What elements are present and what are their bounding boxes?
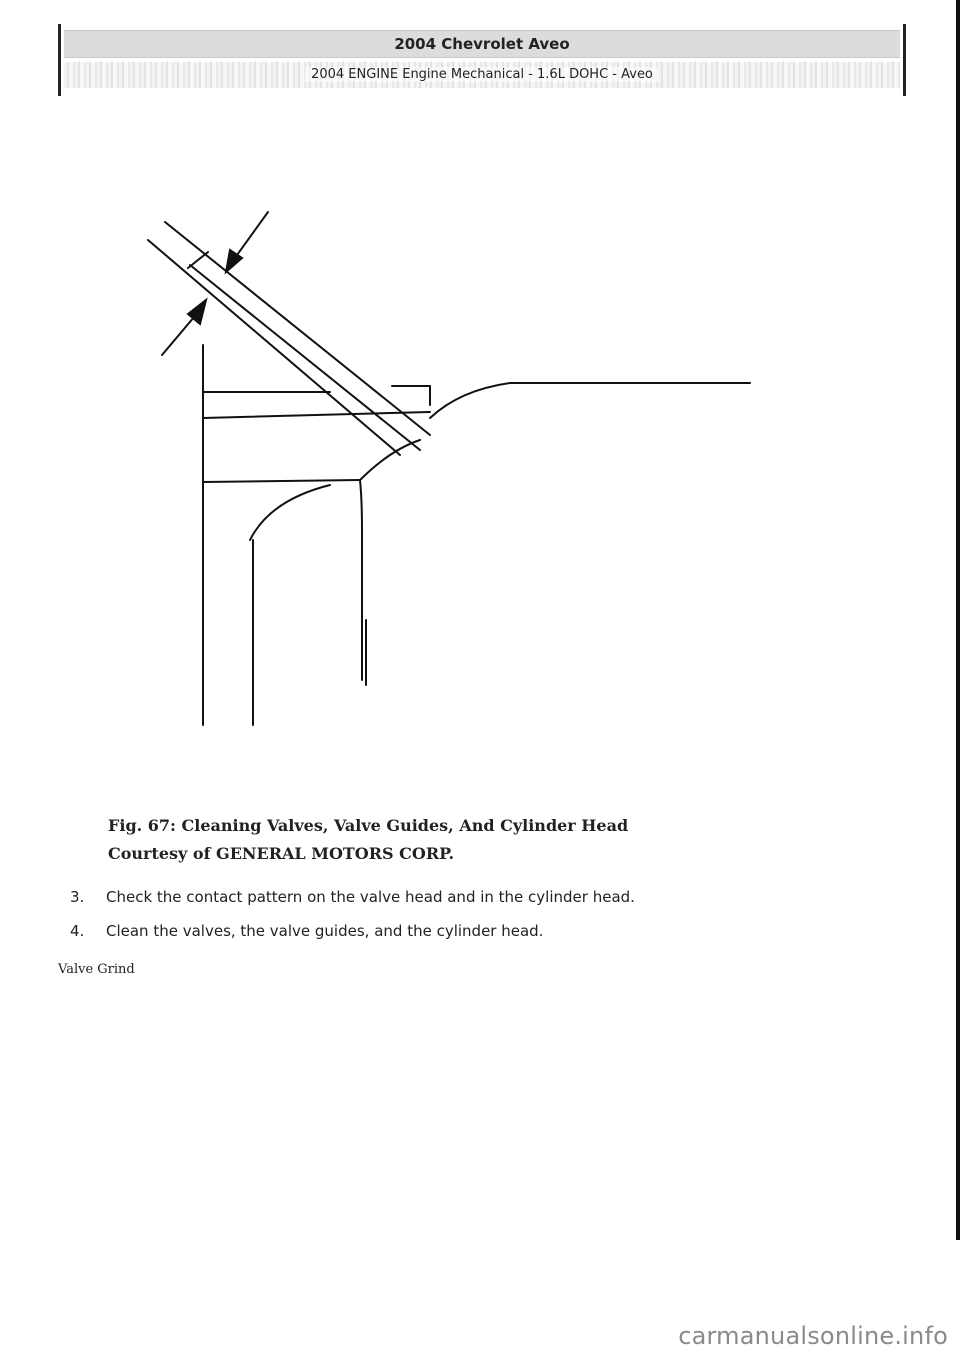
header-left-rule [58, 24, 61, 96]
header-subtitle: 2004 ENGINE Engine Mechanical - 1.6L DOHC - Aveo [305, 67, 659, 82]
valve-seat-diagram [100, 200, 780, 740]
arrow-top-head [226, 250, 242, 272]
figure-caption-line1: Fig. 67: Cleaning Valves, Valve Guides, And Cylinder Head [108, 816, 629, 835]
figure-caption [108, 812, 628, 868]
valve-face-end-cap [188, 252, 208, 268]
valve-face-line-inner [190, 265, 420, 450]
head-horizontal-3 [203, 480, 360, 482]
step-text: Clean the valves, the valve guides, and the cylinder head. [106, 922, 544, 940]
step-number: 4. [70, 922, 85, 940]
head-horizontal-2 [203, 412, 430, 418]
list-item [70, 914, 635, 948]
figure-caption-line2: Courtesy of GENERAL MOTORS CORP. [108, 844, 455, 863]
step-text: Check the contact pattern on the valve head and in the cylinder head. [106, 888, 635, 906]
list-item [70, 880, 635, 914]
header-right-rule [903, 24, 906, 96]
seat-curve [250, 485, 330, 540]
watermark-text: carmanualsonline.info [678, 1322, 948, 1350]
document-header [58, 24, 906, 96]
section-heading: Valve Grind [58, 962, 135, 977]
page-edge-bar [956, 0, 960, 1240]
step-number: 3. [70, 888, 85, 906]
port-curve-upper [430, 383, 750, 418]
valve-face-line-lower [148, 240, 400, 455]
header-title: 2004 Chevrolet Aveo [64, 30, 900, 58]
procedure-steps [70, 880, 635, 948]
header-subtitle-bar [64, 62, 900, 88]
port-inner-curve [360, 480, 362, 680]
